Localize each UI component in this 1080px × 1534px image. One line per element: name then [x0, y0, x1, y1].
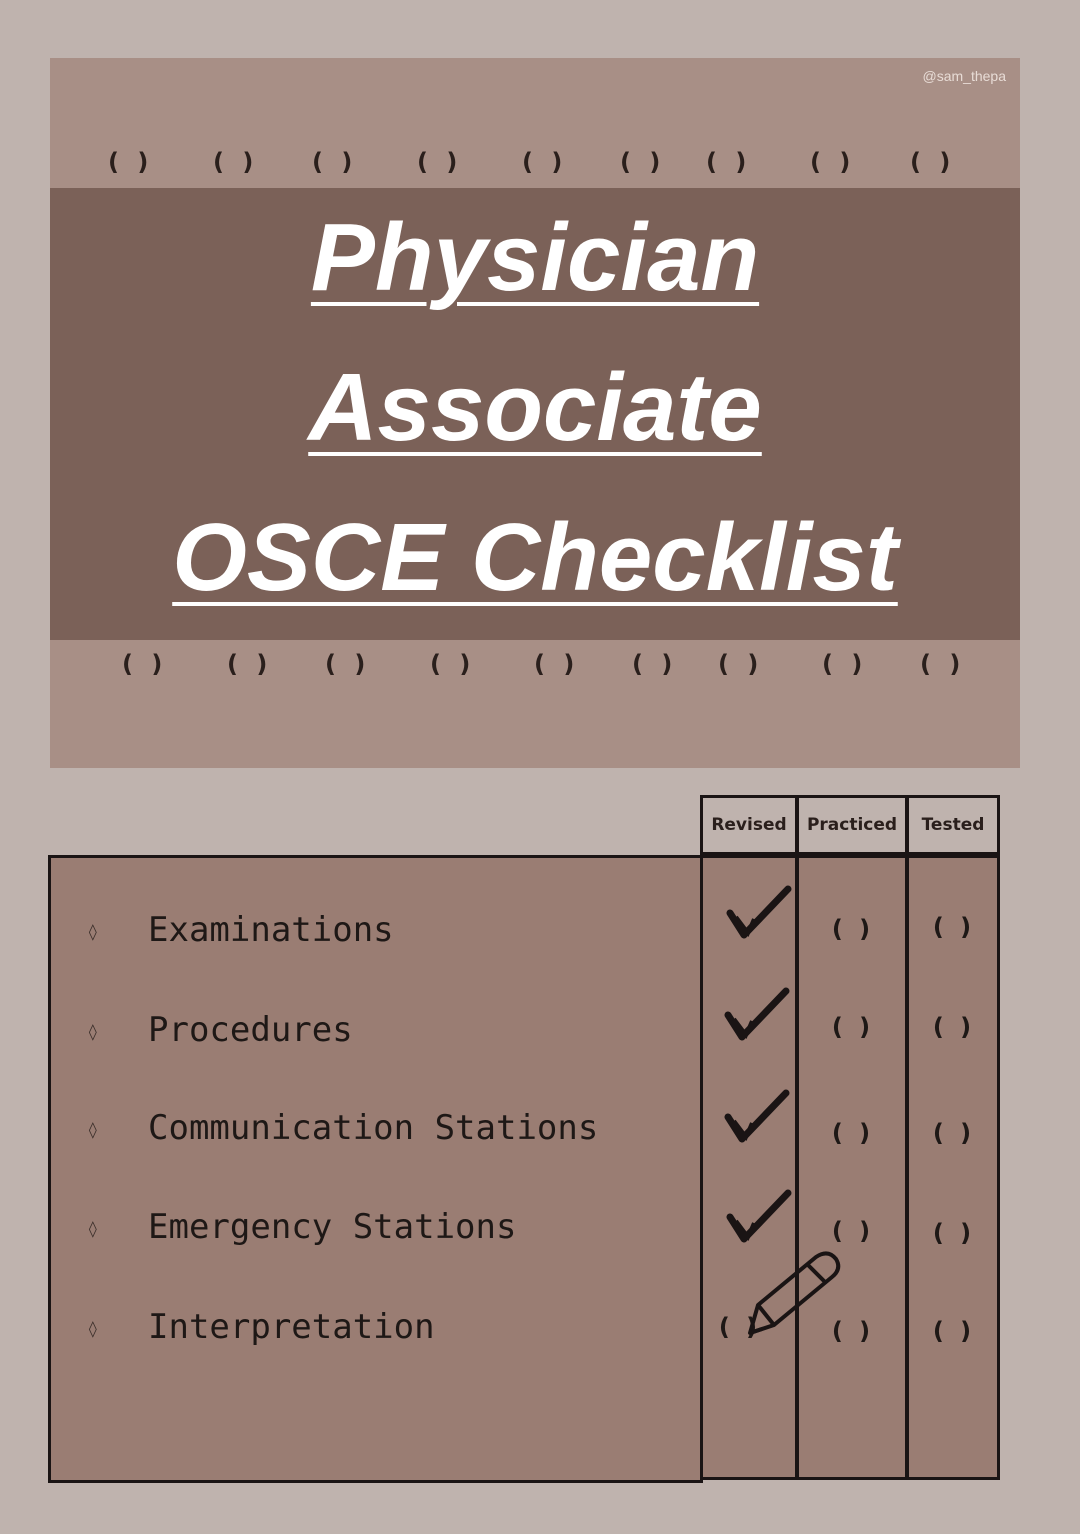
- list-item-procedures: [88, 1010, 353, 1050]
- watermark: @sam_thepa: [922, 68, 1006, 84]
- bracket: ( ): [122, 650, 168, 678]
- bracket: ( ): [831, 1317, 875, 1345]
- checkmark-icon: [724, 883, 794, 943]
- bracket: ( ): [910, 148, 956, 176]
- bullet-icon: ◊: [88, 1219, 98, 1238]
- bracket: ( ): [932, 1119, 976, 1147]
- column-practiced: [796, 855, 908, 1480]
- checklist-table: [48, 795, 1000, 1485]
- list-item-emergency-stations: [88, 1207, 516, 1247]
- header-panel: [50, 58, 1020, 768]
- checkmark-icon: [724, 1187, 794, 1247]
- bracket: ( ): [620, 148, 666, 176]
- bracket: ( ): [920, 650, 966, 678]
- item-label: Emergency Stations: [148, 1207, 517, 1247]
- item-label: Examinations: [148, 910, 394, 950]
- bracket: ( ): [632, 650, 678, 678]
- checkmark-icon: [722, 985, 792, 1045]
- column-tested: [906, 855, 1000, 1480]
- bullet-icon: ◊: [88, 1022, 98, 1041]
- list-item-communication-stations: [88, 1108, 598, 1148]
- bracket: ( ): [831, 1217, 875, 1245]
- bracket: ( ): [108, 148, 154, 176]
- bracket-row-bottom: [50, 650, 1020, 690]
- bracket-row-top: [50, 148, 1020, 188]
- title-line-3: OSCE Checklist: [172, 504, 898, 611]
- title-line-1: Physician: [310, 204, 760, 311]
- bracket: ( ): [718, 1313, 762, 1341]
- item-label: Communication Stations: [148, 1108, 599, 1148]
- bracket: ( ): [718, 650, 764, 678]
- item-label: Interpretation: [148, 1307, 435, 1347]
- header-tested: Tested: [906, 795, 1000, 855]
- bullet-icon: ◊: [88, 1120, 98, 1139]
- title-band: [50, 188, 1020, 640]
- list-item-examinations: [88, 910, 394, 950]
- bracket: ( ): [932, 1317, 976, 1345]
- bracket: ( ): [932, 913, 976, 941]
- bracket: ( ): [706, 148, 752, 176]
- checkmark-icon: [722, 1087, 792, 1147]
- bracket: ( ): [932, 1013, 976, 1041]
- column-revised: [700, 855, 798, 1480]
- header-revised: Revised: [700, 795, 798, 855]
- bracket: ( ): [522, 148, 568, 176]
- title-line-2: Associate: [308, 354, 762, 461]
- list-item-interpretation: [88, 1307, 435, 1347]
- bracket: ( ): [430, 650, 476, 678]
- bracket: ( ): [227, 650, 273, 678]
- bullet-icon: ◊: [88, 1319, 98, 1338]
- bracket: ( ): [534, 650, 580, 678]
- bracket: ( ): [831, 915, 875, 943]
- bracket: ( ): [822, 650, 868, 678]
- bracket: ( ): [325, 650, 371, 678]
- bullet-icon: ◊: [88, 922, 98, 941]
- bracket: ( ): [213, 148, 259, 176]
- bracket: ( ): [932, 1219, 976, 1247]
- bracket: ( ): [810, 148, 856, 176]
- bracket: ( ): [831, 1013, 875, 1041]
- bracket: ( ): [831, 1119, 875, 1147]
- bracket: ( ): [417, 148, 463, 176]
- bracket: ( ): [312, 148, 358, 176]
- item-label: Procedures: [148, 1010, 353, 1050]
- header-practiced: Practiced: [796, 795, 908, 855]
